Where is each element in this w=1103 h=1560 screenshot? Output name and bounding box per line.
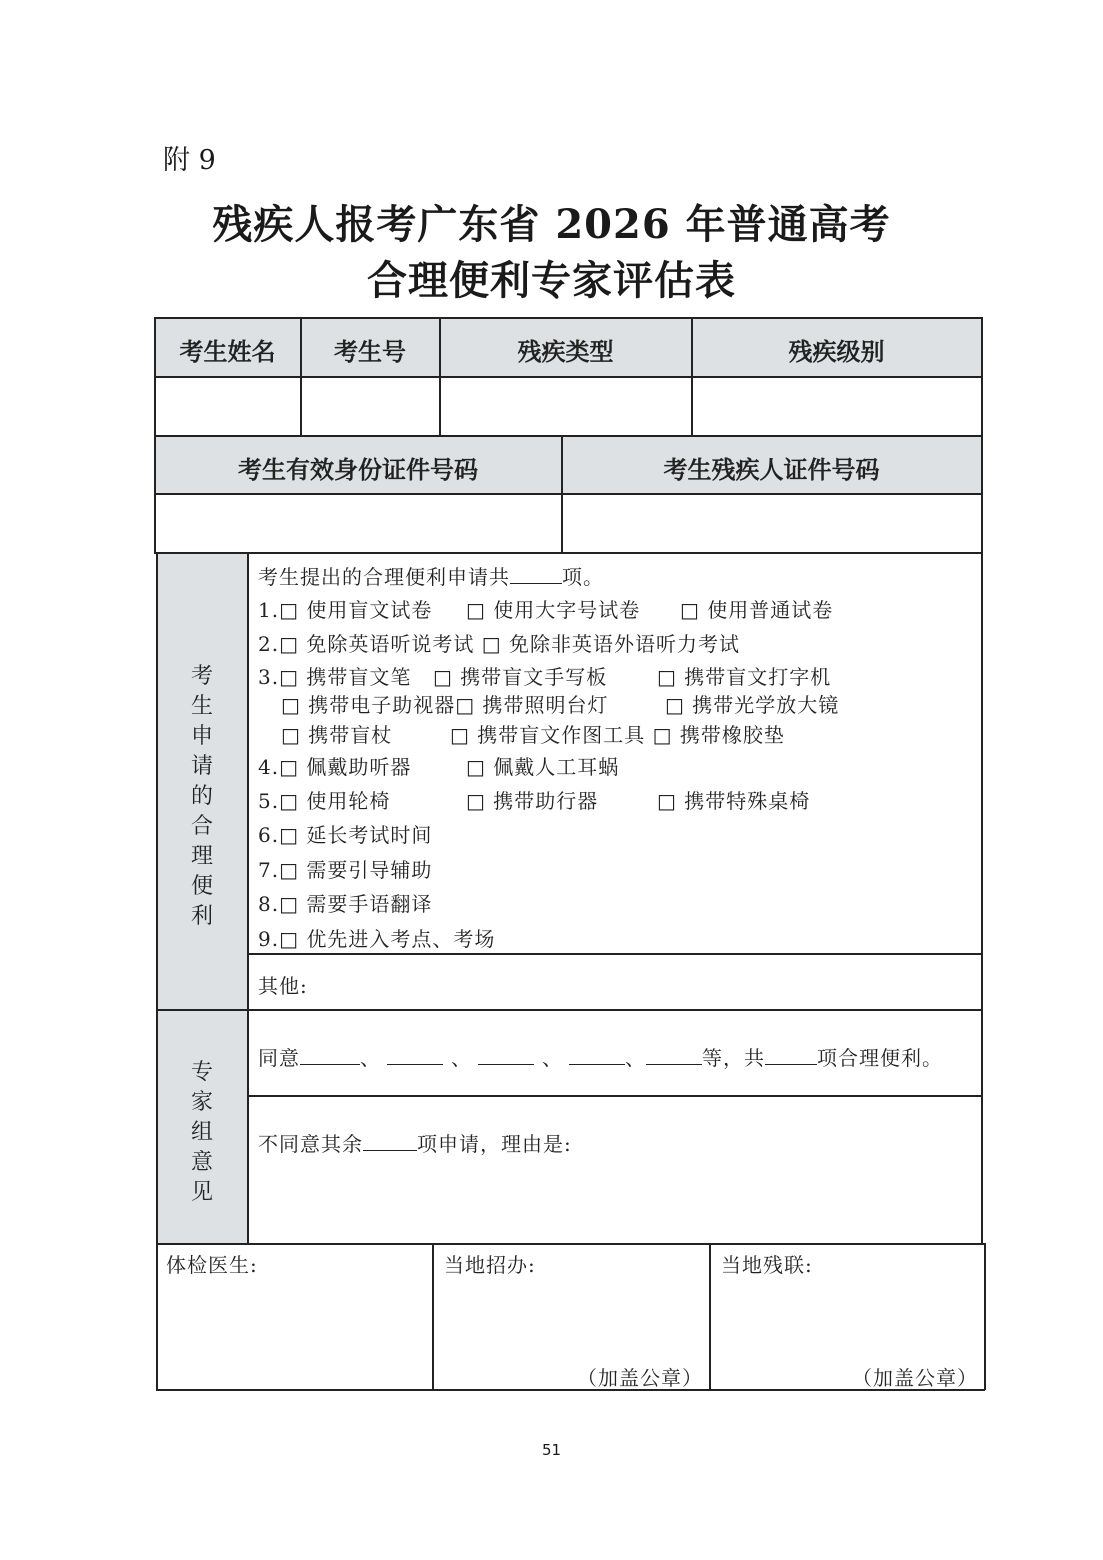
applied-item[interactable]: □ 携带盲文作图工具 □ 携带橡胶垫 bbox=[450, 723, 785, 747]
applied-item[interactable]: □ 携带盲杖 bbox=[281, 723, 393, 747]
applied-item[interactable]: □ 携带盲文打字机 bbox=[657, 665, 832, 689]
separator: 、 bbox=[451, 1046, 472, 1070]
agree-blank-4[interactable] bbox=[569, 1046, 625, 1065]
applied-item[interactable]: □ 携带助行器 bbox=[466, 789, 599, 813]
header-disability-type: 残疾类型 bbox=[517, 338, 614, 366]
annex-label: 附 9 bbox=[163, 145, 216, 176]
applied-item[interactable]: □ 使用大字号试卷 bbox=[466, 598, 641, 622]
applied-item[interactable]: □ 携带特殊桌椅 bbox=[657, 789, 811, 813]
header-disability-cert-no: 考生残疾人证件号码 bbox=[663, 456, 880, 484]
agree-blank-3[interactable] bbox=[478, 1046, 534, 1065]
applied-count-prefix: 考生提出的合理便利申请共 bbox=[258, 565, 510, 589]
header-name: 考生姓名 bbox=[179, 338, 276, 366]
agree-blank-2[interactable] bbox=[387, 1046, 443, 1065]
doctor-signature-label: 体检医生: bbox=[166, 1253, 258, 1277]
disagree-line bbox=[258, 1128, 572, 1157]
applied-item[interactable]: 2.□ 免除英语听说考试 □ 免除非英语外语听力考试 bbox=[258, 632, 740, 656]
header-id-no: 考生有效身份证件号码 bbox=[238, 456, 478, 484]
disabled-fed-signature-label: 当地残联: bbox=[721, 1253, 813, 1277]
agree-line bbox=[258, 1042, 943, 1071]
agree-prefix: 同意 bbox=[258, 1046, 300, 1070]
disability-level-field[interactable] bbox=[693, 378, 981, 435]
etc-text: 等，共 bbox=[702, 1046, 765, 1070]
agree-blank-1[interactable] bbox=[300, 1046, 360, 1065]
other-label: 其他: bbox=[258, 974, 308, 998]
expert-section-label: 专 家 组 意 见 bbox=[190, 1060, 213, 1205]
applied-item[interactable]: 9.□ 优先进入考点、考场 bbox=[258, 927, 496, 951]
header-disability-level: 残疾级别 bbox=[788, 338, 885, 366]
applied-item[interactable]: 4.□ 佩戴助听器 bbox=[258, 755, 412, 779]
applied-item[interactable]: □ 携带电子助视器□ 携带照明台灯 bbox=[281, 693, 609, 717]
applied-item[interactable]: 3.□ 携带盲文笔 bbox=[258, 665, 412, 689]
separator: 、 bbox=[625, 1046, 646, 1070]
applied-item[interactable]: □ 携带光学放大镜 bbox=[665, 693, 840, 717]
applied-item[interactable]: 8.□ 需要手语翻译 bbox=[258, 892, 433, 916]
disagree-reason-field[interactable] bbox=[258, 1160, 973, 1238]
header-exam-no: 考生号 bbox=[334, 338, 406, 366]
agree-count-blank[interactable] bbox=[765, 1046, 817, 1065]
form-title-line1: 残疾人报考广东省 2026 年普通高考 bbox=[212, 201, 891, 248]
form-title-line2: 合理便利专家评估表 bbox=[367, 257, 736, 304]
disagree-prefix: 不同意其余 bbox=[258, 1132, 363, 1156]
applied-count-blank[interactable] bbox=[510, 565, 562, 584]
applied-item[interactable]: 7.□ 需要引导辅助 bbox=[258, 858, 433, 882]
exam-office-signature-label: 当地招办: bbox=[444, 1253, 536, 1277]
applied-item[interactable]: 5.□ 使用轮椅 bbox=[258, 789, 391, 813]
applied-item[interactable]: □ 携带盲文手写板 bbox=[433, 665, 608, 689]
agree-suffix: 项合理便利。 bbox=[817, 1046, 943, 1070]
disagree-suffix: 项申请，理由是: bbox=[417, 1132, 572, 1156]
seal-note-exam-office: （加盖公章） bbox=[577, 1366, 703, 1390]
name-field[interactable] bbox=[156, 378, 300, 435]
page-number: 51 bbox=[541, 1441, 562, 1459]
agree-blank-5[interactable] bbox=[646, 1046, 702, 1065]
separator: 、 bbox=[542, 1046, 563, 1070]
applied-item[interactable]: 1.□ 使用盲文试卷 bbox=[258, 598, 433, 622]
applied-count-suffix: 项。 bbox=[562, 565, 604, 589]
applied-item[interactable]: □ 佩戴人工耳蜗 bbox=[466, 755, 620, 779]
disability-type-field[interactable] bbox=[441, 378, 691, 435]
applied-count-line bbox=[258, 561, 604, 590]
id-no-field[interactable] bbox=[156, 495, 561, 552]
applied-item[interactable]: 6.□ 延长考试时间 bbox=[258, 823, 433, 847]
disagree-count-blank[interactable] bbox=[363, 1132, 417, 1151]
seal-note-disabled-fed: （加盖公章） bbox=[852, 1366, 978, 1390]
applied-item[interactable]: □ 使用普通试卷 bbox=[680, 598, 834, 622]
separator: 、 bbox=[360, 1046, 381, 1070]
other-field[interactable] bbox=[320, 960, 975, 1004]
applied-section-label: 考 生 申 请 的 合 理 便 利 bbox=[190, 664, 213, 929]
disability-cert-no-field[interactable] bbox=[563, 495, 981, 552]
exam-no-field[interactable] bbox=[302, 378, 439, 435]
